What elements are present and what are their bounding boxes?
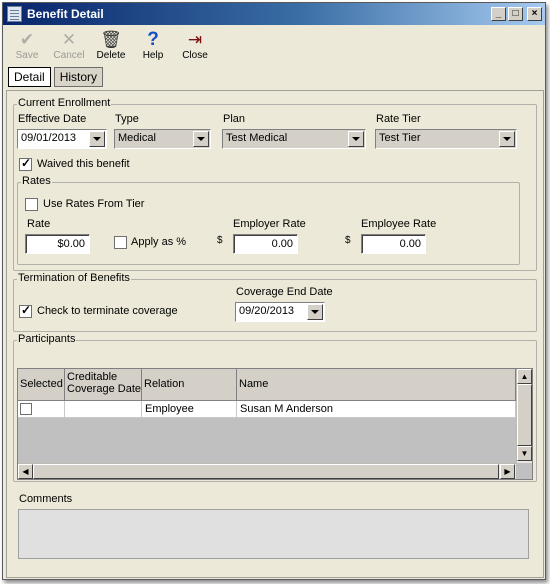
termination-group	[13, 272, 537, 332]
benefit-detail-window	[2, 2, 546, 580]
use-rates-label: Use Rates From Tier	[43, 198, 145, 210]
delete-label: Delete	[96, 50, 126, 61]
effective-date-label: Effective Date	[18, 113, 87, 125]
type-select[interactable]	[114, 129, 211, 149]
scroll-left-button[interactable]: ◀	[18, 464, 33, 479]
rate-tier-select[interactable]	[375, 129, 517, 149]
employer-rate-label: Employer Rate	[233, 218, 306, 230]
document-icon	[7, 6, 22, 22]
coverage-end-date-value: 09/20/2013	[239, 305, 295, 317]
employee-rate-input[interactable]: 0.00	[361, 234, 426, 254]
plan-select[interactable]	[222, 129, 366, 149]
waived-checkbox[interactable]	[19, 158, 32, 171]
scroll-right-button[interactable]: ▶	[500, 464, 515, 479]
help-button[interactable]	[133, 30, 173, 61]
col-creditable-header[interactable]: Creditable Coverage Date	[65, 369, 142, 400]
use-rates-checkbox[interactable]	[25, 198, 38, 211]
chevron-down-icon[interactable]	[499, 131, 515, 147]
grid-header	[18, 369, 516, 401]
participants-group	[13, 333, 537, 482]
toolbar	[5, 28, 543, 66]
plan-value: Test Medical	[226, 132, 288, 144]
window-title: Benefit Detail	[27, 7, 104, 21]
employer-rate-input[interactable]: 0.00	[233, 234, 298, 254]
comments-label: Comments	[19, 493, 73, 505]
row-select-checkbox[interactable]	[20, 403, 32, 415]
tab-history[interactable]: History	[54, 67, 103, 87]
coverage-end-date-label: Coverage End Date	[236, 286, 333, 298]
close-window-button[interactable]: ×	[527, 7, 542, 21]
trash-icon: 🗑	[100, 30, 122, 49]
chevron-down-icon[interactable]	[307, 304, 323, 320]
detail-panel	[6, 90, 544, 578]
chevron-down-icon[interactable]	[348, 131, 364, 147]
rate-label: Rate	[27, 218, 51, 230]
tab-detail[interactable]: Detail	[8, 67, 51, 87]
horizontal-scrollbar[interactable]	[18, 463, 516, 479]
waived-label: Waived this benefit	[37, 158, 130, 170]
chevron-down-icon[interactable]	[89, 131, 105, 147]
participants-legend: Participants	[18, 333, 76, 345]
row-name-cell[interactable]: Susan M Anderson	[237, 401, 516, 418]
rate-input[interactable]: $0.00	[25, 234, 90, 254]
coverage-end-date-picker[interactable]	[235, 302, 325, 322]
effective-date-value: 09/01/2013	[21, 132, 77, 144]
table-row[interactable]	[18, 401, 516, 418]
col-name-header[interactable]: Name	[237, 369, 516, 400]
vertical-scrollbar[interactable]	[516, 369, 532, 463]
row-selected-cell	[18, 401, 65, 418]
type-label: Type	[115, 113, 139, 125]
question-icon: ?	[147, 29, 159, 50]
employer-currency-symbol: $	[217, 235, 223, 246]
minimize-button[interactable]: _	[491, 7, 506, 21]
close-label: Close	[182, 50, 208, 61]
checkmark-icon: ✔	[19, 30, 35, 49]
apply-as-percent-checkbox[interactable]	[114, 236, 127, 249]
exit-door-icon: ⇥	[187, 30, 203, 49]
plan-label: Plan	[223, 113, 246, 125]
rates-legend: Rates	[22, 175, 51, 187]
current-enrollment-group	[13, 97, 537, 271]
chevron-down-icon[interactable]	[193, 131, 209, 147]
close-button[interactable]	[175, 30, 215, 61]
horizontal-scroll-thumb[interactable]	[33, 464, 499, 479]
rate-tier-label: Rate Tier	[376, 113, 421, 125]
terminate-coverage-checkbox[interactable]	[19, 305, 32, 318]
title-bar	[3, 3, 545, 25]
type-value: Medical	[118, 132, 156, 144]
employee-rate-label: Employee Rate	[361, 218, 437, 230]
help-label: Help	[142, 50, 164, 61]
row-relation-cell[interactable]: Employee	[142, 401, 237, 418]
x-icon: ✕	[61, 30, 77, 49]
cancel-button[interactable]	[49, 30, 89, 61]
scroll-down-button[interactable]: ▼	[517, 446, 532, 461]
tab-strip	[8, 67, 103, 89]
rates-group	[17, 175, 520, 265]
save-label: Save	[15, 50, 39, 61]
current-enrollment-legend: Current Enrollment	[18, 97, 111, 109]
terminate-coverage-label: Check to terminate coverage	[37, 305, 178, 317]
rate-tier-value: Test Tier	[379, 132, 421, 144]
effective-date-picker[interactable]	[17, 129, 107, 149]
comments-field[interactable]	[18, 509, 529, 559]
participants-grid	[17, 368, 533, 480]
row-creditable-cell[interactable]	[65, 401, 142, 418]
scroll-up-button[interactable]: ▲	[517, 369, 532, 384]
termination-legend: Termination of Benefits	[18, 272, 130, 284]
col-relation-header[interactable]: Relation	[142, 369, 237, 400]
cancel-label: Cancel	[53, 50, 85, 61]
save-button[interactable]	[7, 30, 47, 61]
maximize-button[interactable]: □	[508, 7, 523, 21]
delete-button[interactable]	[91, 30, 131, 61]
col-selected-header[interactable]: Selected	[18, 369, 65, 400]
apply-as-percent-label: Apply as %	[131, 236, 187, 248]
scroll-thumb[interactable]	[517, 384, 532, 446]
employee-currency-symbol: $	[345, 235, 351, 246]
